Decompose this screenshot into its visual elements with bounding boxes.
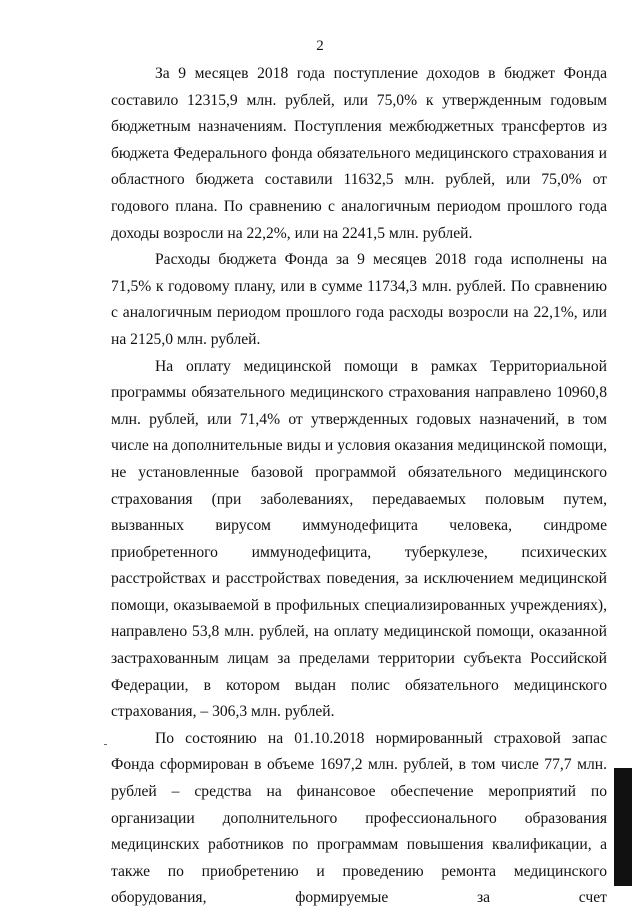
scan-edge-bar [614, 768, 632, 886]
scan-margin-mark [104, 744, 107, 745]
paragraph-expenses: Расходы бюджета Фонда за 9 месяцев 2018 года исполнены на 71,5% к годовому плану, или в сумме 11734,3 млн. рублей. По сравнению с аналогичным периодом прошлого года расходы возросли на 22,1%, или на 2125,0 млн. рублей. [111, 251, 607, 348]
page-number: 2 [316, 38, 324, 54]
document-body [111, 61, 607, 912]
paragraph-medical-care: На оплату медицинской помощи в рамках Территориальной программы обязательного медицинского страхования направлено 10960,8 млн. рублей, или 71,4% от утвержденных годовых назначений, в том числе на дополнительные виды и условия оказания медицинской помощи, не установленные базовой программой обязательного медицинского страхования (при заболеваниях, передаваемых половым путем, вызванных вирусом иммунодефицита человека, синдроме приобретенного иммунодефицита, туберкулезе, психических расстройствах и расстройствах поведения, за исключением медицинской помощи, оказываемой в профильных специализированных учреждениях), направлено 53,8 млн. рублей, на оплату медицинской помощи, оказанной застрахованным лицам за пределами территории субъекта Российской Федерации, в котором выдан полис обязательного медицинского страхования, – 306,3 млн. рублей. [111, 357, 607, 721]
paragraph-revenue: За 9 месяцев 2018 года поступление доходов в бюджет Фонда составило 12315,9 млн. рублей, или 75,0% к утвержденным годовым бюджетным назначениям. Поступления межбюджетных трансфертов из бюджета Федерального фонда обязательного медицинского страхования и областного бюджета составили 11632,5 млн. рублей, или 75,0% от годового плана. По сравнению с аналогичным периодом прошлого года доходы возросли на 22,2%, или на 2241,5 млн. рублей. [111, 65, 607, 242]
paragraph-reserve: По состоянию на 01.10.2018 нормированный страховой запас Фонда сформирован в объеме 1697,2 млн. рублей, в том числе 77,7 млн. рублей – средства на финансовое обеспечение мероприятий по организации дополнительного профессионального образования медицинских работников по программам повышения квалификации, а также по приобретению и проведению ремонта медицинского оборудования, формируемые за счет [111, 729, 607, 907]
